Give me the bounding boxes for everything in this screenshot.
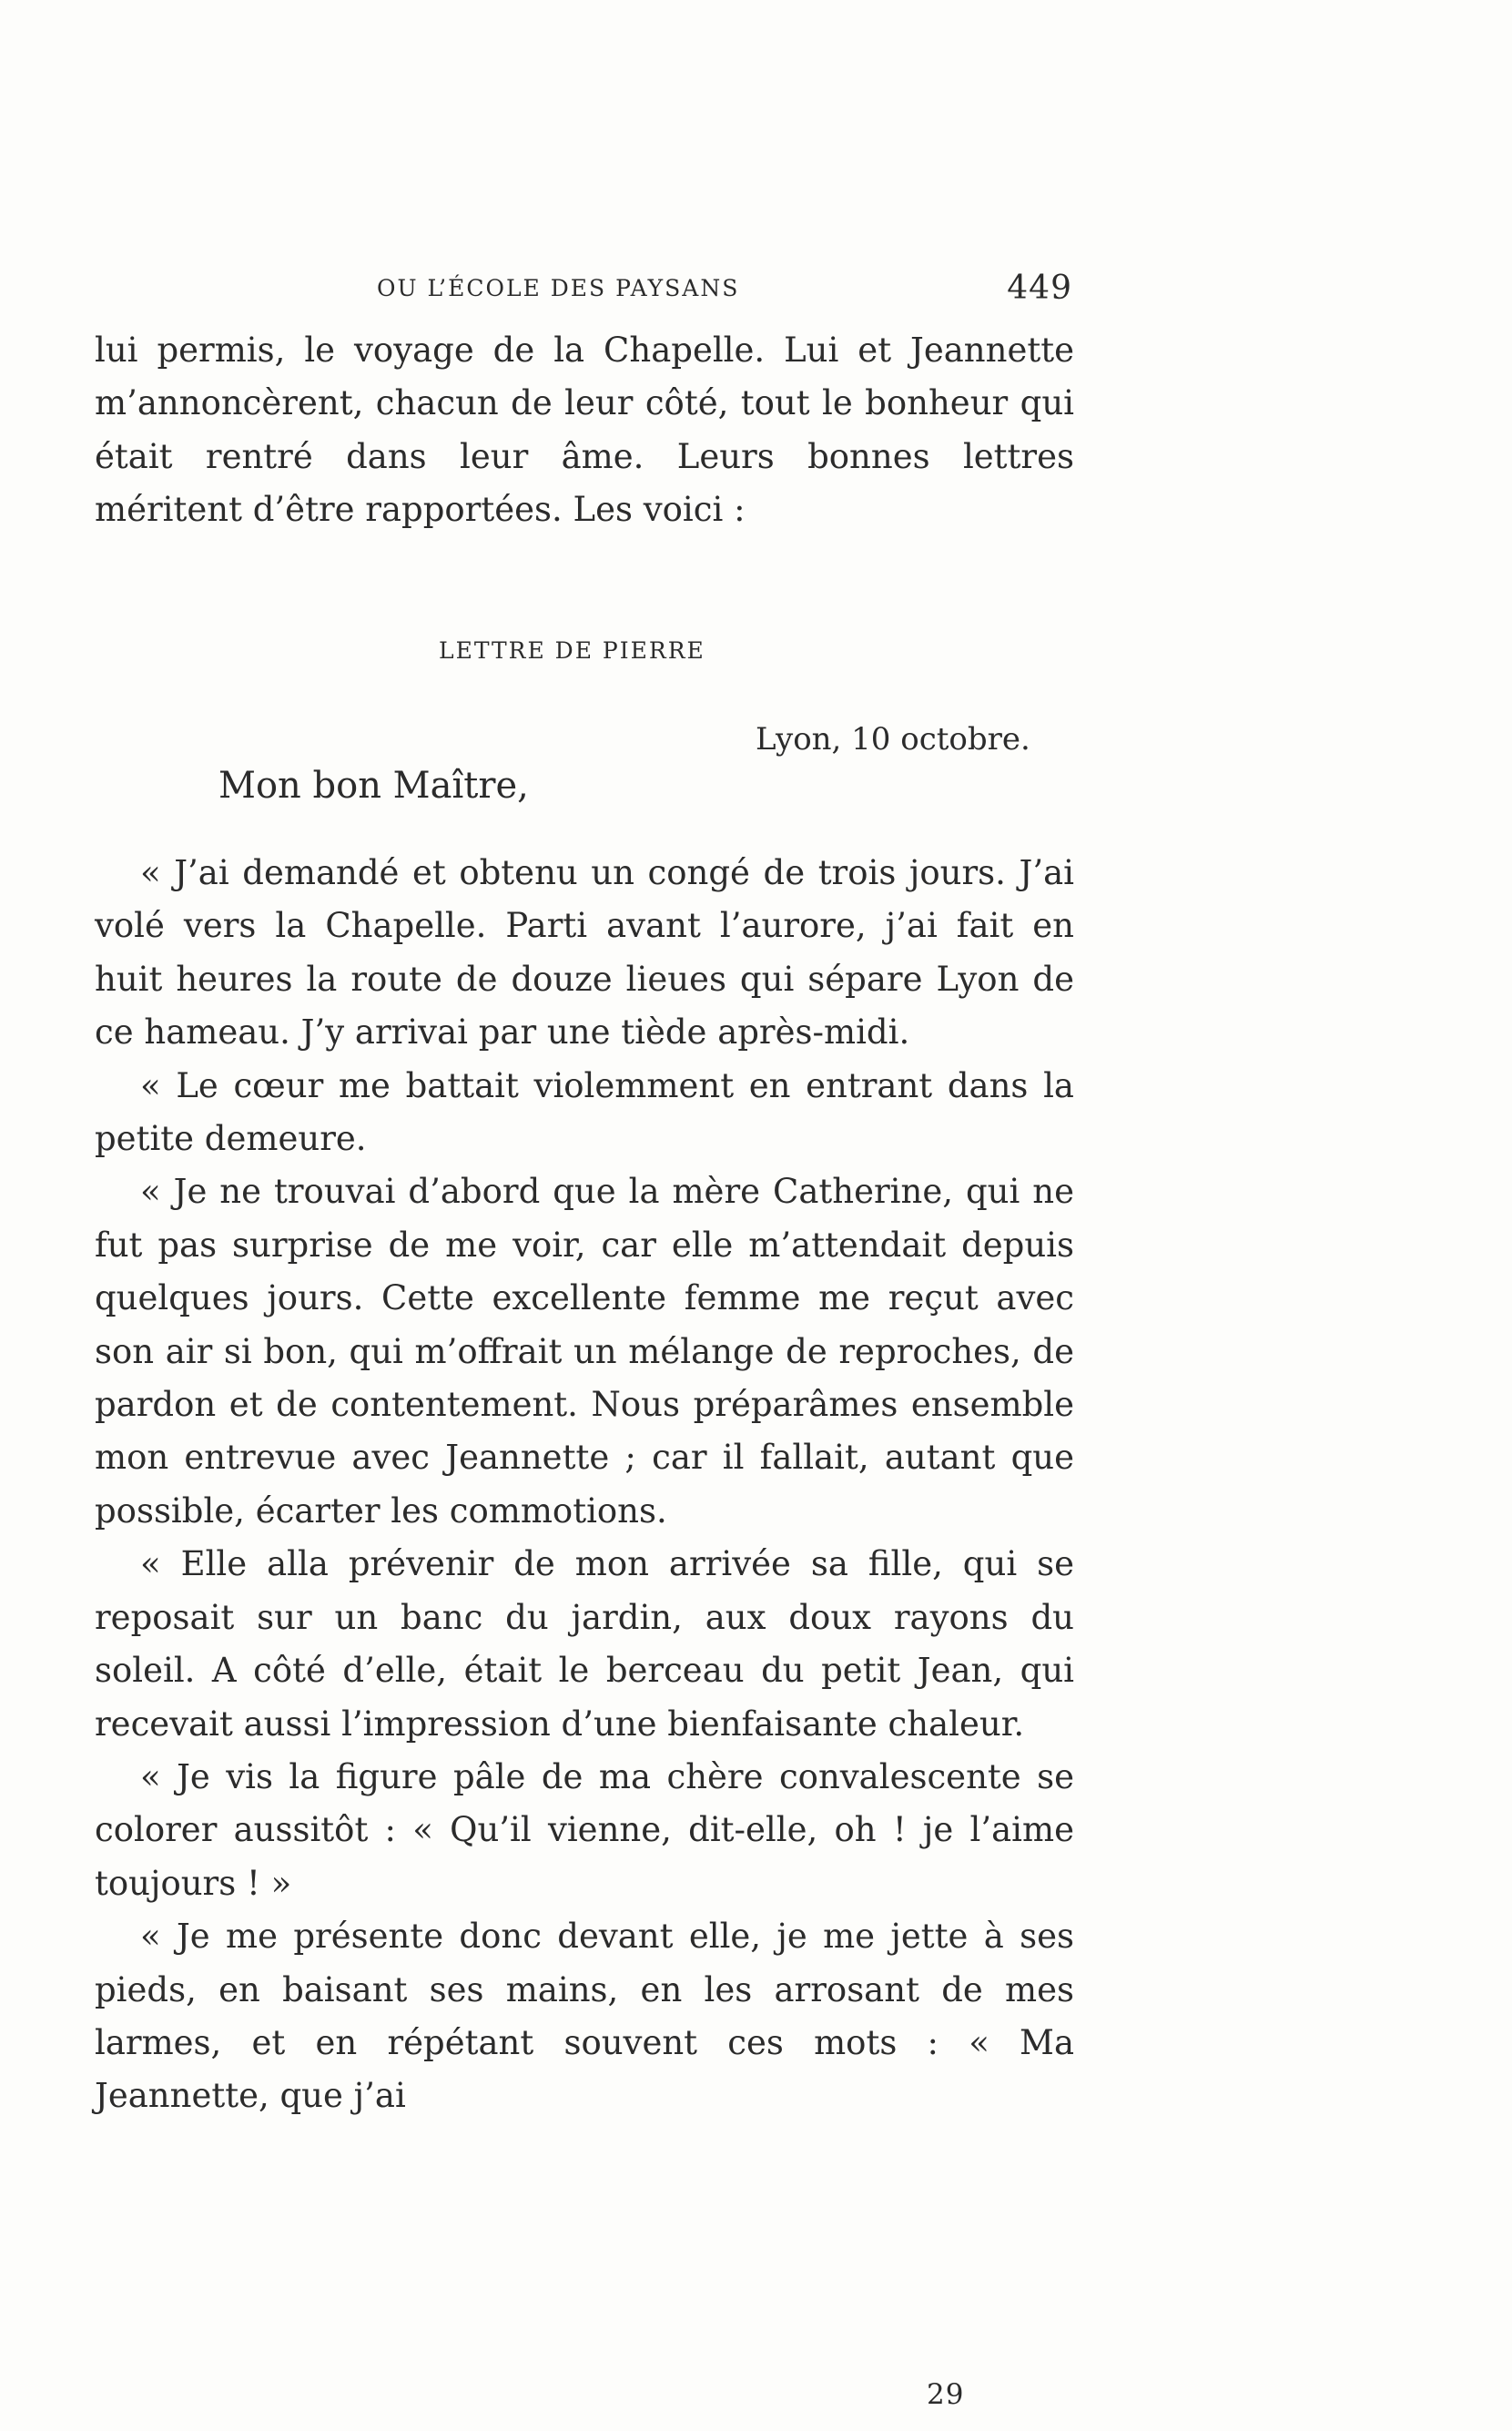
paragraph: « J’ai demandé et obtenu un congé de trois jours. J’ai volé vers la Chapelle. Parti avant l’aurore, j’ai fait en huit heures la route de douze lieues qui sépare Lyon de ce hameau. J’y arrivai par une tiède après-midi. xyxy=(95,853,1074,1053)
opening-paragraph-block xyxy=(95,324,1074,537)
paragraph: « Je ne trouvai d’abord que la mère Catherine, qui ne fut pas surprise de me voir, car elle m’attendait depuis quelques jours. Cette excellente femme me reçut avec son air si bon, qui m’offrait un mélange de reproches, de pardon et de contentement. Nous préparâmes ensemble mon entrevue avec Jeannette ; car il fallait, autant que possible, écarter les commotions. xyxy=(95,1172,1074,1531)
letter-salutation: Mon bon Maître, xyxy=(218,765,529,807)
running-head xyxy=(377,270,1078,315)
signature-mark: 29 xyxy=(927,2378,965,2411)
paragraph: « Je vis la figure pâle de ma chère convalescente se colorer aussitôt : « Qu’il vienne, dit-elle, oh ! je l’aime toujours ! » xyxy=(95,1756,1074,1903)
paragraph: « Je me présente donc devant elle, je me jette à ses pieds, en baisant ses mains, en les arrosant de mes larmes, et en répétant souvent ces mots : « Ma Jeannette, que j’ai xyxy=(95,1917,1074,2116)
paragraph: « Elle alla prévenir de mon arrivée sa fille, qui se reposait sur un banc du jardin, aux doux rayons du soleil. A côté d’elle, était le berceau du petit Jean, qui recevait aussi l’impression d’une bienfaisante chaleur. xyxy=(95,1544,1074,1744)
letter-dateline: Lyon, 10 octobre. xyxy=(756,721,1030,758)
letter-heading: LETTRE DE PIERRE xyxy=(439,637,705,664)
paragraph: « Le cœur me battait violemment en entrant dans la petite demeure. xyxy=(95,1065,1074,1159)
opening-paragraph: lui permis, le voyage de la Chapelle. Lui et Jeannette m’annoncèrent, chacun de leur côté, tout le bonheur qui était rentré dans leur âme. Leurs bonnes lettres méritent d’être rapportées. Les voici : xyxy=(95,331,1074,530)
running-title: OU L’ÉCOLE DES PAYSANS xyxy=(377,275,740,301)
letter-body xyxy=(95,847,1074,2123)
page-number: 449 xyxy=(1007,270,1072,307)
